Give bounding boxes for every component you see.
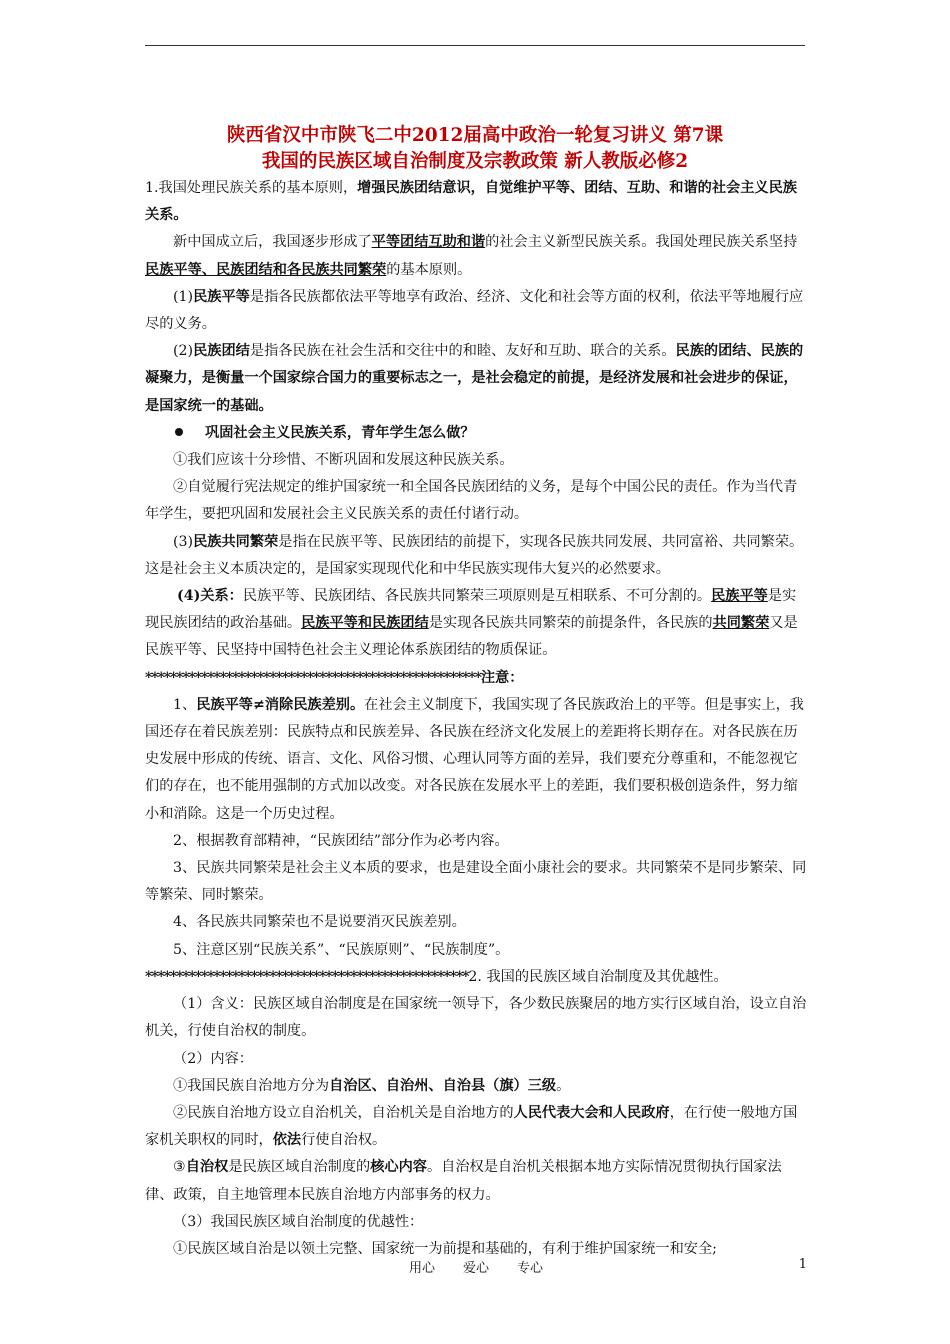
underlined-text: 民族平等、民族团结和各民族共同繁荣 xyxy=(145,261,387,278)
underlined-text: 民族平等 xyxy=(711,588,768,605)
bold-text: 民族平等 xyxy=(193,288,250,305)
page-number: 1 xyxy=(798,1257,807,1272)
paragraph-6: ②自觉履行宪法规定的维护国家统一和全国各民族团结的义务，是每个中国公民的责任。作为当代青年学生，要把巩固和发展社会主义民族关系的责任付诸行动。 xyxy=(145,479,798,523)
paragraph-3 xyxy=(145,284,807,338)
section-2-item-1 xyxy=(145,1073,807,1100)
title-line-1: 陕西省汉中市陕飞二中2012届高中政治一轮复习讲义 第7课 xyxy=(226,125,724,146)
section-2-advantage-1: ①民族区域自治是以领土完整、国家统一为前提和基础的，有利于维护国家统一和安全; xyxy=(173,1240,717,1257)
title-line-2: 我国的民族区域自治制度及宗教政策 新人教版必修2 xyxy=(261,151,689,172)
bold-text: 民族的团结、民族的凝聚力，是衡量一个国家综合国力的重要标志之一，是社会稳定的前提，是经济发展和社会进步的保证，是国家统一的基础。 xyxy=(145,343,804,414)
separator-section-2 xyxy=(145,964,807,991)
section-heading: 2. 我国的民族区域自治制度及其优越性。 xyxy=(468,968,728,985)
text: (2) xyxy=(173,343,194,360)
note-label: 注意： xyxy=(480,669,524,686)
bold-text: 核心内容 xyxy=(370,1159,427,1176)
paragraph-5: ①我们应该十分珍惜、不断巩固和发展这种民族关系。 xyxy=(173,452,514,469)
paragraph-2 xyxy=(145,229,807,283)
bold-text: (4)关系： xyxy=(177,588,243,605)
bold-text: 增强民族团结意识，自觉维护平等、团结、互助、和谐的社会主义民族关系。 xyxy=(145,180,797,224)
text: 1、 xyxy=(173,696,197,713)
bold-text: 自治区、自治州、自治县（旗）三级 xyxy=(329,1077,557,1094)
text: 的社会主义新型民族关系。我国处理民族关系坚持 xyxy=(485,234,798,251)
text: 新中国成立后，我国逐步形成了 xyxy=(173,234,372,251)
paragraph-4 xyxy=(145,338,807,420)
note-1 xyxy=(145,692,807,828)
document-body xyxy=(145,175,807,1263)
text: 的基本原则。 xyxy=(386,261,472,278)
header-rule xyxy=(145,45,805,46)
star-separator: **************************************************** xyxy=(145,968,469,985)
document-title xyxy=(145,123,805,175)
underlined-text: 平等团结互助和谐 xyxy=(371,234,486,251)
text: 。自治权是自治机关根据本地方实际情况贯彻执行国家法律、政策，自主地管理本民族自治地方内部事务的权力。 xyxy=(145,1159,782,1203)
text: 在社会主义制度下，我国实现了各民族政治上的平等。但是事实上，我国还存在着民族差别：民族特点和民族差异、各民族在经济文化发展上的差距将长期存在。对各民族在历史发展中形成的传统、语言、文化、风俗习惯、心理认同等方面的差异，我们要充分尊重和，不能忽视它们的存在，也不能用强制的方式加以改变。对各民族在发展水平上的差距，我们要积极创造条件，努力缩小和消除。这是一个历史过程。 xyxy=(145,696,804,822)
text: 民族平等、民族团结、各民族共同繁荣三项原则是互相联系、不可分割的。 xyxy=(242,588,712,605)
paragraph-8 xyxy=(145,583,807,665)
text: (3) xyxy=(173,533,194,550)
paragraph-1 xyxy=(145,175,807,229)
bullet-dot-icon xyxy=(175,428,183,436)
bold-text: 人民代表大会和人民政府 xyxy=(513,1104,670,1121)
underlined-text: 民族平等和民族团结 xyxy=(301,615,429,632)
star-separator: ****************************************************** xyxy=(145,669,481,686)
text: 是指在民族平等、民族团结的前提下，实现各民族共同发展、共同富裕、共同繁荣。这是社会主义本质决定的，是国家实现现代化和中华民族实现伟大复兴的必然要求。 xyxy=(145,533,804,577)
section-2-item-2 xyxy=(145,1100,807,1154)
bold-text: 民族团结 xyxy=(193,343,250,360)
footer-motto xyxy=(145,1257,807,1276)
section-2-item-3 xyxy=(145,1154,807,1208)
text: 又是民族平等、民坚持中国特色社会主义理论体系族团结的物质保证。 xyxy=(145,615,798,659)
note-5: 5、注意区别“民族关系”、“民族原则”、“民族制度”。 xyxy=(173,941,510,958)
bullet-item xyxy=(145,420,807,447)
page-footer xyxy=(145,1257,807,1277)
text: 。 xyxy=(556,1077,571,1094)
footer-word: 用心 xyxy=(408,1261,435,1276)
text: 行使自治权。 xyxy=(301,1132,387,1149)
footer-word: 爱心 xyxy=(462,1261,489,1276)
text: 是民族区域自治制度的 xyxy=(228,1159,371,1176)
section-2-advantages-label: （3）我国民族区域自治制度的优越性： xyxy=(173,1213,424,1230)
text: ，在行使一般地方国家机关职权的同时， xyxy=(145,1104,798,1149)
text: 是指各民族都依法平等地享有政治、经济、文化和社会等方面的权利，依法平等地履行应尽的义务。 xyxy=(145,288,804,333)
text: 是指各民族在社会生活和交往中的和睦、友好和互助、联合的关系。 xyxy=(249,343,676,360)
text: ③ xyxy=(173,1159,186,1176)
note-4: 4、各民族共同繁荣也不是说要消灭民族差别。 xyxy=(173,914,466,931)
paragraph-7 xyxy=(145,529,807,583)
separator-note xyxy=(145,665,807,692)
bullet-text: 巩固社会主义民族关系，青年学生怎么做？ xyxy=(205,424,475,441)
text: 是实现民族团结的政治基础。 xyxy=(145,588,797,632)
bold-text: 民族共同繁荣 xyxy=(193,533,279,550)
text: ②民族自治地方设立自治机关，自治机关是自治地方的 xyxy=(173,1104,514,1121)
text: (1) xyxy=(173,288,194,305)
text: ①我国民族自治地方分为 xyxy=(173,1077,330,1094)
underlined-text: 共同繁荣 xyxy=(712,615,770,632)
bold-text: 民族平等≠消除民族差别。 xyxy=(196,696,365,713)
section-2-content-label: （2）内容： xyxy=(173,1050,253,1067)
footer-word: 专心 xyxy=(517,1261,544,1276)
bold-text: 自治权 xyxy=(185,1159,229,1176)
section-2-meaning: （1）含义：民族区域自治制度是在国家统一领导下，各少数民族聚居的地方实行区域自治，设立自治机关，行使自治权的制度。 xyxy=(145,996,807,1040)
bold-text: 依法 xyxy=(272,1132,302,1149)
note-2: 2、根据教育部精神，“民族团结”部分作为必考内容。 xyxy=(173,832,509,849)
note-3: 3、民族共同繁荣是社会主义本质的要求，也是建设全面小康社会的要求。共同繁荣不是同步繁荣、同等繁荣、同时繁荣。 xyxy=(145,860,807,904)
text: 1.我国处理民族关系的基本原则， xyxy=(145,180,358,196)
text: 是实现各民族共同繁荣的前提条件，各民族的 xyxy=(428,615,713,632)
